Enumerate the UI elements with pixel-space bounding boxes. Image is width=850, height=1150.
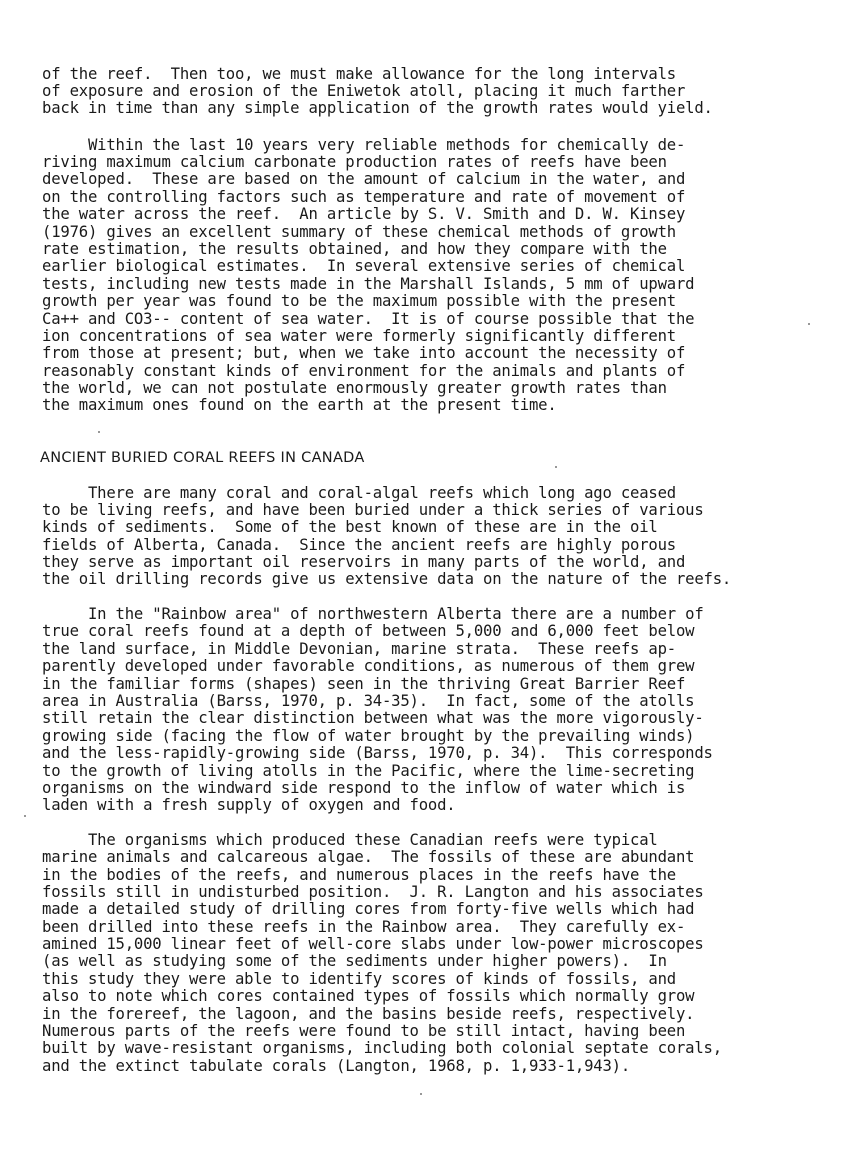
text-line: fields of Alberta, Canada. Since the ancient reefs are highly porous xyxy=(42,536,676,554)
text-line: still retain the clear distinction between what was the more vigorously- xyxy=(42,709,704,727)
text-line: developed. These are based on the amount of calcium in the water, and xyxy=(42,170,686,188)
text-line: built by wave-resistant organisms, including both colonial septate corals, xyxy=(42,1039,722,1057)
text-line: (1976) gives an excellent summary of these chemical methods of growth xyxy=(42,223,676,241)
text-line: There are many coral and coral-algal reefs which long ago ceased xyxy=(42,484,676,502)
text-line: earlier biological estimates. In several extensive series of chemical xyxy=(42,257,686,275)
text-line: back in time than any simple application of the growth rates would yield. xyxy=(42,99,713,117)
text-line: Within the last 10 years very reliable methods for chemically de- xyxy=(42,136,686,154)
text-line: to the growth of living atolls in the Pacific, where the lime-secreting xyxy=(42,762,695,780)
text-line: on the controlling factors such as temperature and rate of movement of xyxy=(42,188,686,206)
text-line: In the "Rainbow area" of northwestern Alberta there are a number of xyxy=(42,605,704,623)
text-line: organisms on the windward side respond to the inflow of water which is xyxy=(42,779,686,797)
text-line: parently developed under favorable conditions, as numerous of them grew xyxy=(42,657,695,675)
scan-speck xyxy=(24,815,26,817)
text-line: ion concentrations of sea water were formerly significantly different xyxy=(42,327,676,345)
text-line: true coral reefs found at a depth of between 5,000 and 6,000 feet below xyxy=(42,622,695,640)
text-line: kinds of sediments. Some of the best known of these are in the oil xyxy=(42,518,658,536)
text-line: rate estimation, the results obtained, and how they compare with the xyxy=(42,240,667,258)
text-line: of exposure and erosion of the Eniwetok atoll, placing it much farther xyxy=(42,82,686,100)
text-line: the land surface, in Middle Devonian, marine strata. These reefs ap- xyxy=(42,640,676,658)
text-line: tests, including new tests made in the Marshall Islands, 5 mm of upward xyxy=(42,275,695,293)
text-line: reasonably constant kinds of environment for the animals and plants of xyxy=(42,362,686,380)
text-line: of the reef. Then too, we must make allowance for the long intervals xyxy=(42,65,676,83)
text-line: to be living reefs, and have been buried under a thick series of various xyxy=(42,501,704,519)
text-line: Numerous parts of the reefs were found to be still intact, having been xyxy=(42,1022,686,1040)
text-line: this study they were able to identify scores of kinds of fossils, and xyxy=(42,970,676,988)
text-line: marine animals and calcareous algae. The fossils of these are abundant xyxy=(42,848,695,866)
text-line: amined 15,000 linear feet of well-core slabs under low-power microscopes xyxy=(42,935,704,953)
text-line: (as well as studying some of the sediments under higher powers). In xyxy=(42,952,667,970)
text-line: laden with a fresh supply of oxygen and food. xyxy=(42,796,456,814)
section-heading: ANCIENT BURIED CORAL REEFS IN CANADA xyxy=(40,450,365,466)
text-line: the world, we can not postulate enormously greater growth rates than xyxy=(42,379,667,397)
text-line: been drilled into these reefs in the Rainbow area. They carefully ex- xyxy=(42,918,686,936)
text-line: riving maximum calcium carbonate production rates of reefs have been xyxy=(42,153,667,171)
text-line: in the bodies of the reefs, and numerous places in the reefs have the xyxy=(42,866,676,884)
text-line: made a detailed study of drilling cores from forty-five wells which had xyxy=(42,900,695,918)
text-line: area in Australia (Barss, 1970, p. 34-35). In fact, some of the atolls xyxy=(42,692,695,710)
text-line: growing side (facing the flow of water brought by the prevailing winds) xyxy=(42,727,695,745)
scan-speck xyxy=(555,466,557,468)
scan-speck xyxy=(98,431,100,433)
text-line: also to note which cores contained types of fossils which normally grow xyxy=(42,987,695,1005)
text-line: the water across the reef. An article by S. V. Smith and D. W. Kinsey xyxy=(42,205,686,223)
text-line: growth per year was found to be the maximum possible with the present xyxy=(42,292,676,310)
text-line: fossils still in undisturbed position. J. R. Langton and his associates xyxy=(42,883,704,901)
text-line: in the forereef, the lagoon, and the basins beside reefs, respectively. xyxy=(42,1005,695,1023)
text-line: they serve as important oil reservoirs in many parts of the world, and xyxy=(42,553,686,571)
text-line: and the extinct tabulate corals (Langton, 1968, p. 1,933-1,943). xyxy=(42,1057,631,1075)
text-line: the maximum ones found on the earth at the present time. xyxy=(42,396,557,414)
text-line: from those at present; but, when we take into account the necessity of xyxy=(42,344,686,362)
scan-speck xyxy=(808,323,810,325)
scan-speck xyxy=(420,1093,422,1095)
text-line: in the familiar forms (shapes) seen in the thriving Great Barrier Reef xyxy=(42,675,686,693)
text-line: and the less-rapidly-growing side (Barss, 1970, p. 34). This corresponds xyxy=(42,744,713,762)
text-line: Ca++ and CO3-- content of sea water. It is of course possible that the xyxy=(42,310,695,328)
text-line: The organisms which produced these Canadian reefs were typical xyxy=(42,831,658,849)
text-line: the oil drilling records give us extensive data on the nature of the reefs. xyxy=(42,570,732,588)
